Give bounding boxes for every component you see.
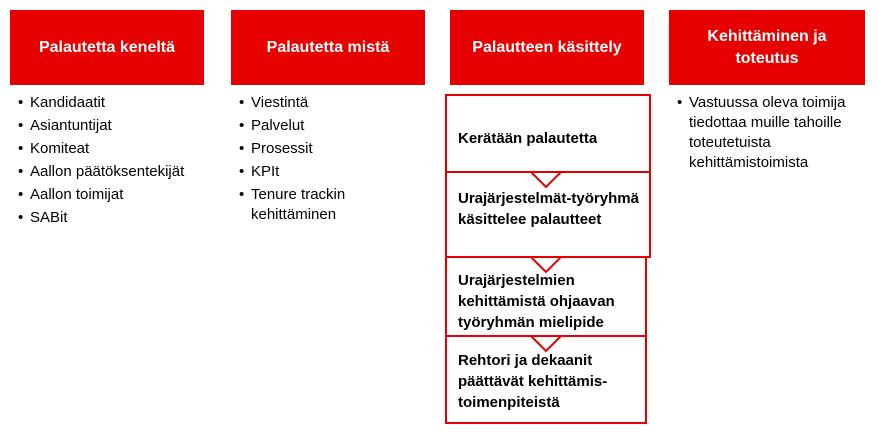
list-item: • Viestintä xyxy=(239,93,429,113)
header-label: Kehittäminen ja toteutus xyxy=(707,27,827,67)
flow-step-working-group: Urajärjestelmät-työryhmä käsittelee palautteet xyxy=(458,190,639,228)
implementation-list xyxy=(677,93,857,176)
list-item: • Tenure trackin kehittäminen xyxy=(239,185,429,225)
list-item: • KPIt xyxy=(239,162,429,182)
list-item: • Aallon toimijat xyxy=(18,185,208,205)
header-label: Palautetta mistä xyxy=(266,38,390,56)
list-item: • Komiteat xyxy=(18,139,208,159)
list-item: • Asiantuntijat xyxy=(18,116,208,136)
list-item: • Aallon päätöksentekijät xyxy=(18,162,208,182)
list-item: • Palvelut xyxy=(239,116,429,136)
header-label: Palautetta keneltä xyxy=(38,38,176,56)
list-item: • Prosessit xyxy=(239,139,429,159)
list-item: • Vastuussa oleva toimija tiedottaa muille tahoille toteutetuista kehittämistoimista xyxy=(677,93,857,173)
flow-step-collect: Kerätään palautetta xyxy=(458,130,598,147)
list-item: • Kandidaatit xyxy=(18,93,208,113)
flow-step-decision: Rehtori ja dekaanit päättävät kehittämis-toimenpiteistä xyxy=(458,352,608,411)
flow-step-steering-group: Urajärjestelmien kehittämistä ohjaavan työryhmän mielipide xyxy=(458,272,615,331)
header-label: Palautteen käsittely xyxy=(472,38,622,56)
list-item: • SABit xyxy=(18,208,208,228)
